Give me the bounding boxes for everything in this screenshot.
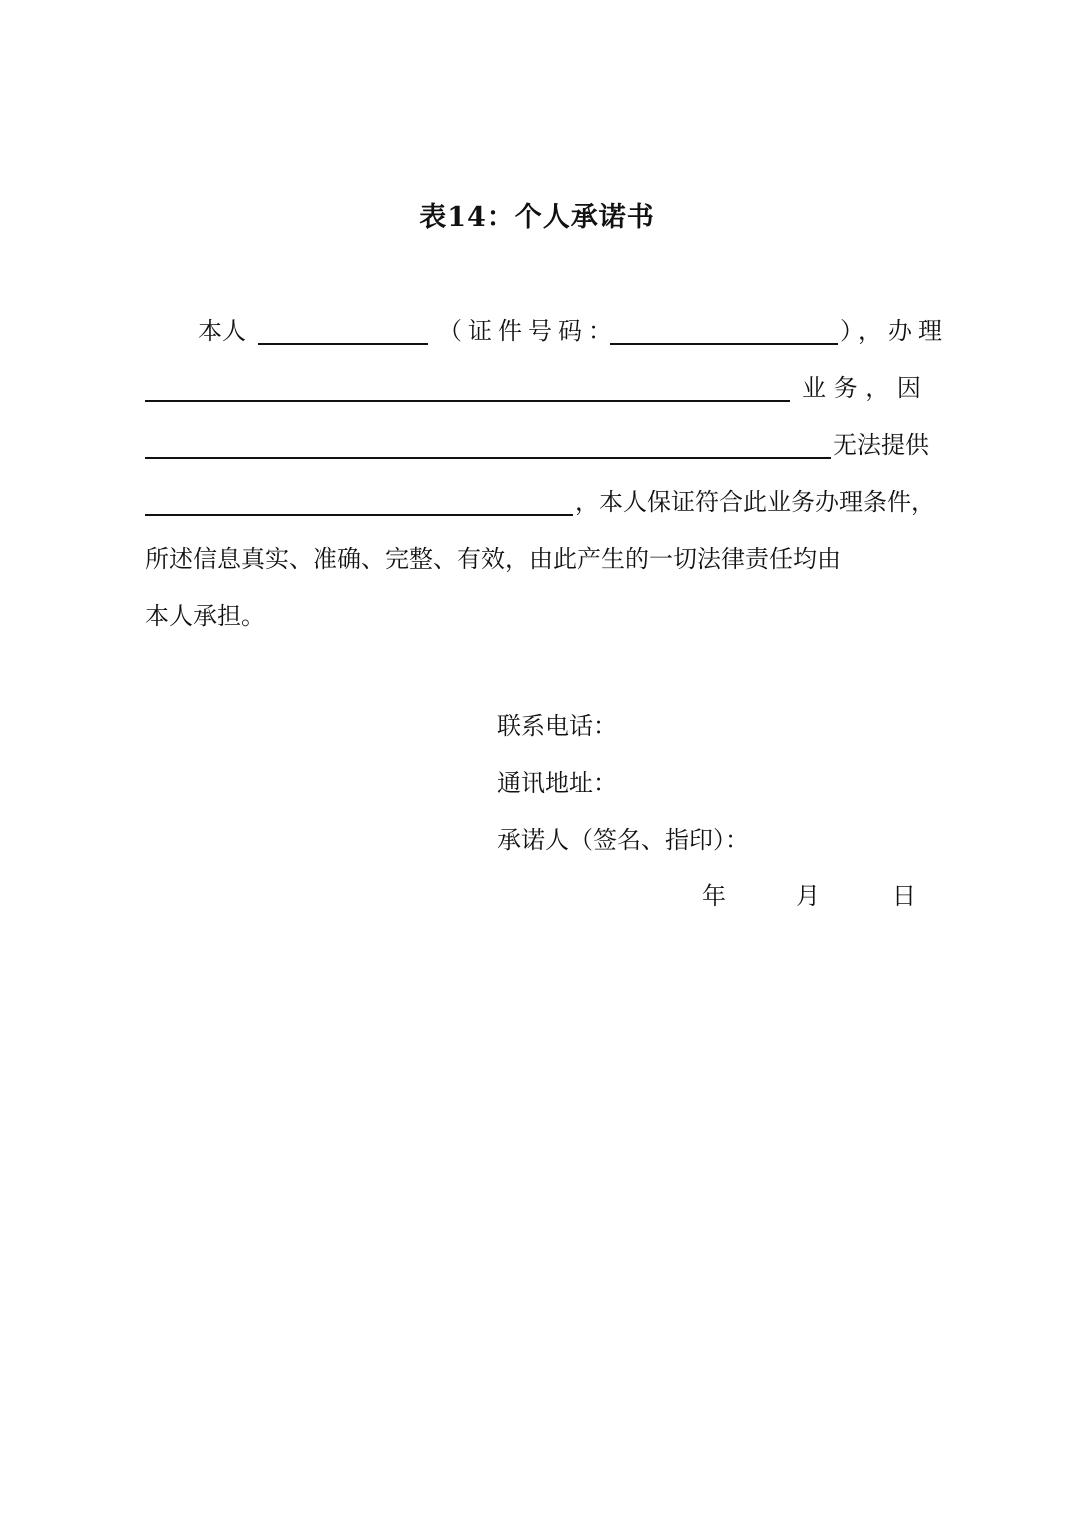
id-number-blank[interactable]	[610, 343, 838, 345]
page-title: 表14：个人承诺书	[419, 202, 655, 233]
date-day: 日	[892, 882, 916, 910]
reason-blank[interactable]	[145, 457, 831, 459]
date-year: 年	[702, 882, 726, 910]
text-business-because: 业 务 ， 因	[802, 374, 921, 402]
document-blank[interactable]	[145, 514, 573, 516]
promisor-label: 承诺人（签名、指印）：	[497, 826, 749, 854]
address-label: 通讯地址：	[497, 769, 617, 797]
name-blank[interactable]	[258, 343, 428, 345]
text-liability: 本人承担。	[145, 602, 265, 630]
text-ben-ren: 本人	[198, 317, 246, 345]
text-guarantee: ，本人保证符合此业务办理条件，	[575, 488, 935, 516]
date-month: 月	[796, 882, 820, 910]
business-blank[interactable]	[145, 400, 790, 402]
text-id-open: （证件号码：	[438, 317, 618, 345]
text-statement: 所述信息真实、准确、完整、有效，由此产生的一切法律责任均由	[145, 545, 841, 573]
phone-label: 联系电话：	[497, 712, 617, 740]
text-id-close: ），办理	[840, 317, 948, 345]
text-cannot-provide: 无法提供	[833, 431, 929, 459]
